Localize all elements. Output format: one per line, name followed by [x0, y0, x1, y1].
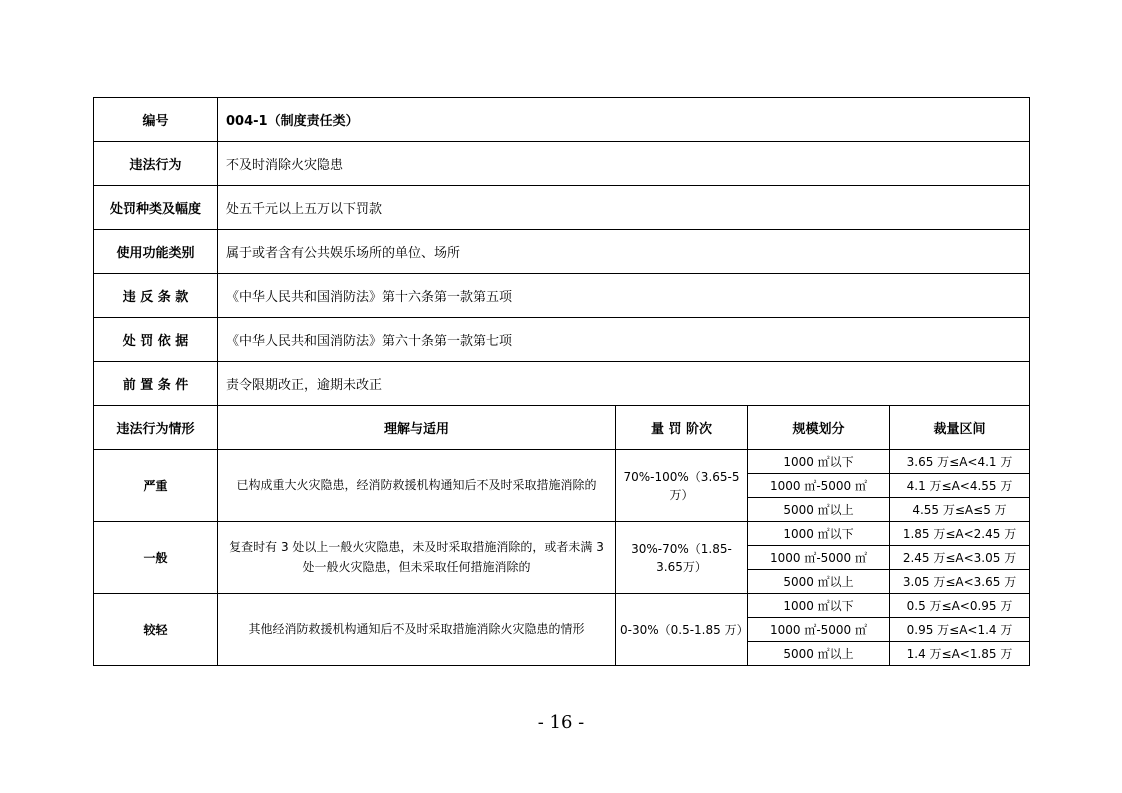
- interval-cell: 1.85 万≤A<2.45 万: [890, 522, 1030, 546]
- interval-cell: 1.4 万≤A<1.85 万: [890, 642, 1030, 666]
- info-row-function-category: [94, 230, 1030, 274]
- scale-cell: 1000 ㎡以下: [748, 450, 890, 474]
- info-row-precondition: [94, 362, 1030, 406]
- info-label: 使用功能类别: [94, 230, 218, 274]
- interval-cell: 4.55 万≤A≤5 万: [890, 498, 1030, 522]
- interval-cell: 3.65 万≤A<4.1 万: [890, 450, 1030, 474]
- severity-description: 复查时有 3 处以上一般火灾隐患，未及时采取措施消除的，或者未满 3 处一般火灾隐患，但未采取任何措施消除的: [218, 522, 616, 594]
- info-label: 前 置 条 件: [94, 362, 218, 406]
- column-header: 规模划分: [748, 406, 890, 450]
- severity-description: 已构成重大火灾隐患，经消防救援机构通知后不及时采取措施消除的: [218, 450, 616, 522]
- info-value: 《中华人民共和国消防法》第六十条第一款第七项: [218, 318, 1030, 362]
- info-value: 属于或者含有公共娱乐场所的单位、场所: [218, 230, 1030, 274]
- penalty-range: 30%-70%（1.85-3.65万）: [616, 522, 748, 594]
- severity-level: 一般: [94, 522, 218, 594]
- info-label: 违 反 条 款: [94, 274, 218, 318]
- grid-header-row: [94, 406, 1030, 450]
- penalty-table: [93, 97, 1030, 666]
- column-header: 量 罚 阶次: [616, 406, 748, 450]
- table-row: [94, 594, 1030, 618]
- column-header: 违法行为情形: [94, 406, 218, 450]
- interval-cell: 3.05 万≤A<3.65 万: [890, 570, 1030, 594]
- scale-cell: 1000 ㎡以下: [748, 594, 890, 618]
- scale-cell: 1000 ㎡-5000 ㎡: [748, 474, 890, 498]
- severity-level: 较轻: [94, 594, 218, 666]
- info-value: 不及时消除火灾隐患: [218, 142, 1030, 186]
- scale-cell: 1000 ㎡-5000 ㎡: [748, 546, 890, 570]
- interval-cell: 0.95 万≤A<1.4 万: [890, 618, 1030, 642]
- column-header: 裁量区间: [890, 406, 1030, 450]
- info-value: 责令限期改正，逾期未改正: [218, 362, 1030, 406]
- scale-cell: 5000 ㎡以上: [748, 642, 890, 666]
- scale-cell: 5000 ㎡以上: [748, 498, 890, 522]
- info-label: 编号: [94, 98, 218, 142]
- info-row-violation: [94, 142, 1030, 186]
- page-number: - 16 -: [537, 712, 585, 733]
- info-row-penalty-type: [94, 186, 1030, 230]
- interval-cell: 4.1 万≤A<4.55 万: [890, 474, 1030, 498]
- info-row-penalty-basis: [94, 318, 1030, 362]
- scale-cell: 5000 ㎡以上: [748, 570, 890, 594]
- penalty-range: 70%-100%（3.65-5万）: [616, 450, 748, 522]
- severity-description: 其他经消防救援机构通知后不及时采取措施消除火灾隐患的情形: [218, 594, 616, 666]
- info-value: 《中华人民共和国消防法》第十六条第一款第五项: [218, 274, 1030, 318]
- info-label: 违法行为: [94, 142, 218, 186]
- column-header: 理解与适用: [218, 406, 616, 450]
- interval-cell: 0.5 万≤A<0.95 万: [890, 594, 1030, 618]
- penalty-range: 0-30%（0.5-1.85 万）: [616, 594, 748, 666]
- info-value: 处五千元以上五万以下罚款: [218, 186, 1030, 230]
- info-row-code: [94, 98, 1030, 142]
- interval-cell: 2.45 万≤A<3.05 万: [890, 546, 1030, 570]
- info-label: 处罚种类及幅度: [94, 186, 218, 230]
- scale-cell: 1000 ㎡-5000 ㎡: [748, 618, 890, 642]
- info-value: 004-1（制度责任类）: [218, 98, 1030, 142]
- table-row: [94, 450, 1030, 474]
- severity-level: 严重: [94, 450, 218, 522]
- table-row: [94, 522, 1030, 546]
- scale-cell: 1000 ㎡以下: [748, 522, 890, 546]
- info-label: 处 罚 依 据: [94, 318, 218, 362]
- info-row-violated-clause: [94, 274, 1030, 318]
